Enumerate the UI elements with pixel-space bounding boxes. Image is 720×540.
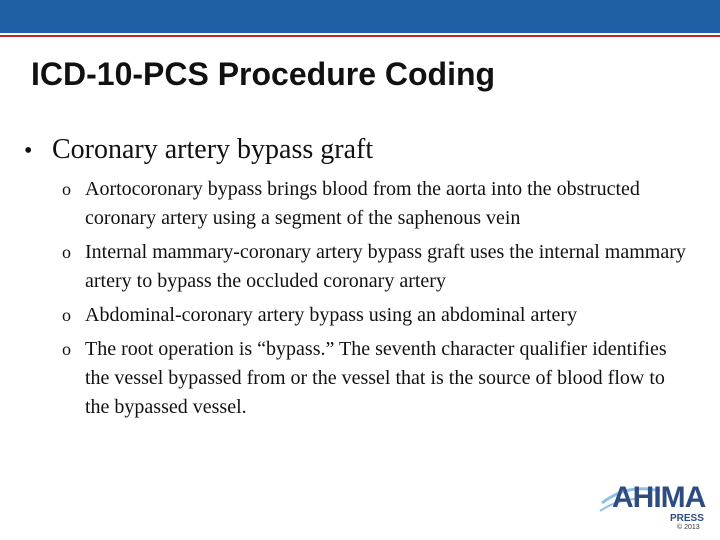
sub-bullet-item [62, 301, 704, 330]
sub-bullet-marker: o [62, 179, 71, 199]
main-bullet [24, 131, 704, 170]
sub-bullet-marker: o [62, 339, 71, 359]
bullet-dot: • [24, 138, 33, 164]
logo-wordmark: AHIMA [612, 481, 706, 514]
sub-bullet-marker: o [62, 242, 71, 262]
copyright-notice: © 2013 [677, 524, 700, 531]
logo-subtitle: PRESS [670, 513, 704, 524]
sub-bullet-text: Aortocoronary bypass brings blood from the aorta into the obstructed coronary artery using a segment of the saphenous vein [85, 178, 640, 229]
sub-bullet-item [62, 238, 704, 296]
header-bar [0, 0, 720, 33]
slide-content [24, 131, 704, 427]
slide-title: ICD-10-PCS Procedure Coding [31, 56, 496, 92]
sub-bullet-item [62, 175, 704, 233]
sub-bullet-item [62, 335, 704, 422]
sub-bullet-text: The root operation is “bypass.” The seventh character qualifier identifies the vessel bypassed from or the vessel that is the source of blood flow to the bypassed vessel. [85, 338, 667, 418]
main-bullet-text: Coronary artery bypass graft [52, 134, 374, 165]
sub-bullet-text: Internal mammary-coronary artery bypass graft uses the internal mammary artery to bypass the occluded coronary artery [85, 241, 686, 292]
sub-bullet-marker: o [62, 305, 71, 325]
sub-bullet-list [62, 175, 704, 422]
sub-bullet-text: Abdominal-coronary artery bypass using an abdominal artery [85, 304, 578, 326]
header-divider-red [0, 35, 720, 37]
